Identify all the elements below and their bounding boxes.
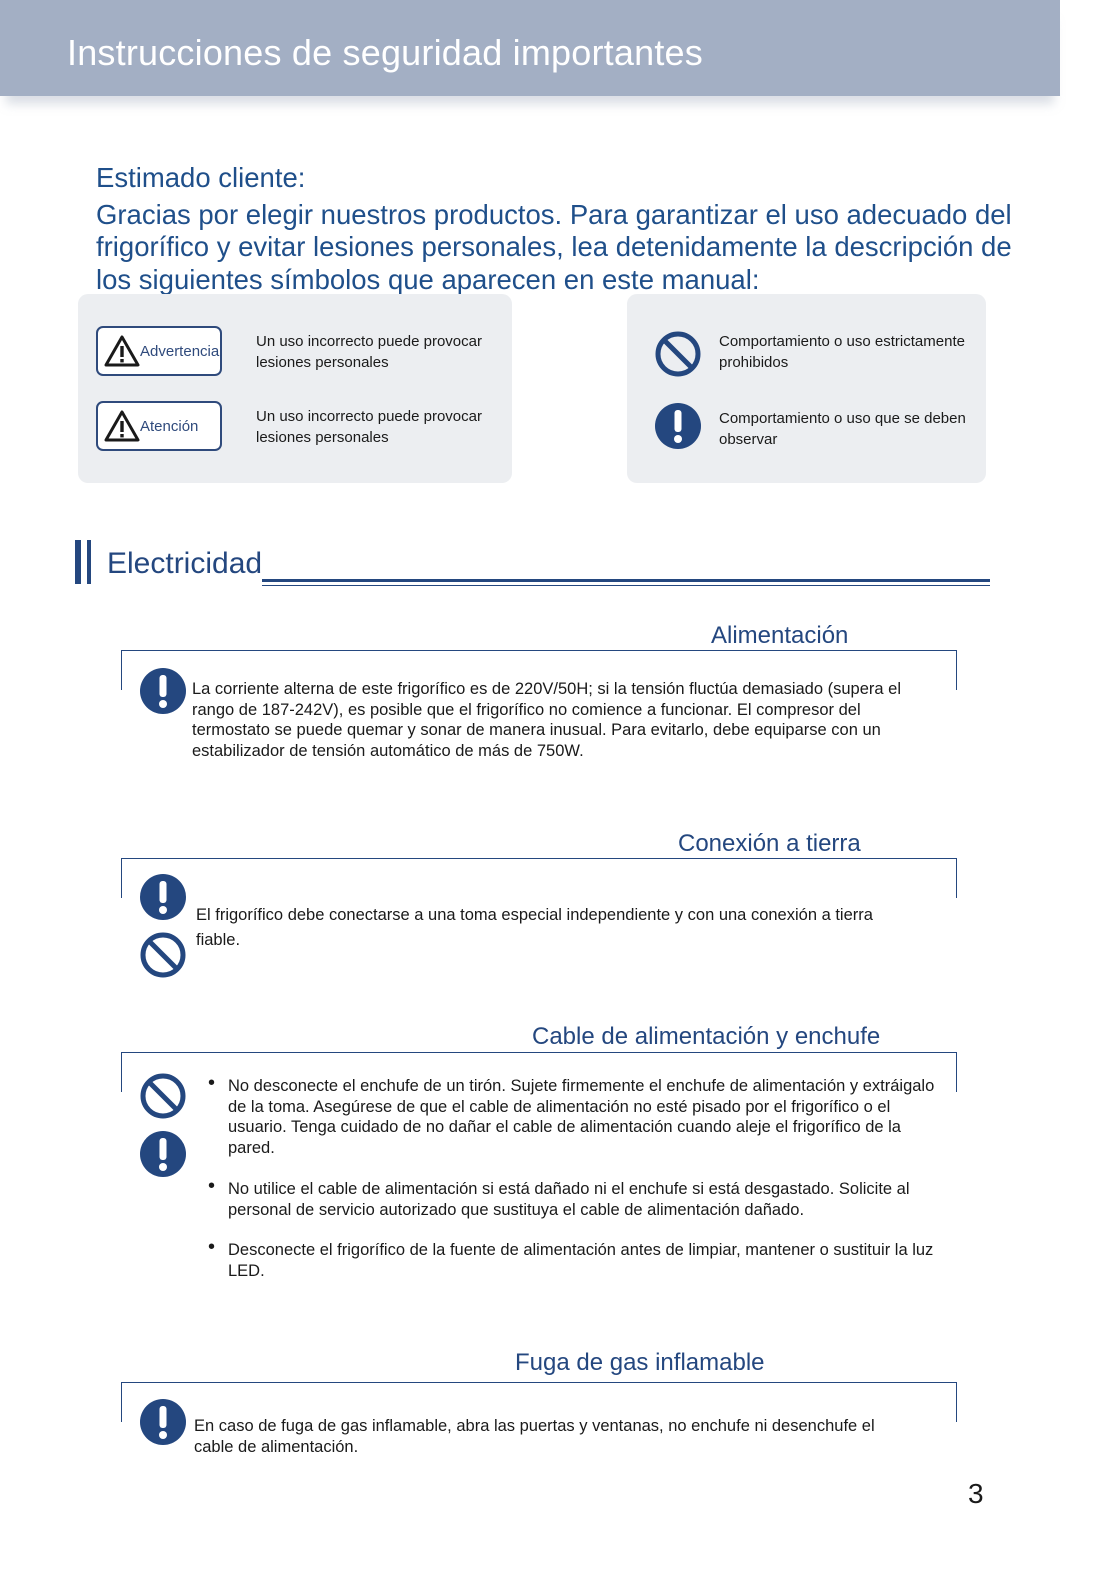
page-number: 3 [968,1478,984,1509]
page-header [0,0,1060,96]
prohibited-icon [139,1072,187,1120]
badge-label: Atención [140,417,199,435]
section-marker [87,540,91,584]
badge-advertencia [96,326,222,376]
list-item-text: No desconecte el enchufe de un tirón. Sujete firmemente el enchufe de alimentación y extráigalo de la toma. Asegúrese de que el cable de alimentación no esté pisado por el frigorífico o el usuario. Tenga cuidado de no dañar el cable de alimentación cuando aleje el frigorífico de la pared. [228,1077,935,1158]
legend-text: Un uso incorrecto puede provocar lesiones personales [256,333,482,371]
badge-atencion [96,401,222,451]
header-title: Instrucciones de seguridad importantes [67,32,703,73]
mandatory-icon [654,402,702,450]
section-rule [262,579,990,582]
subsection-title: Fuga de gas inflamable [507,1349,773,1377]
subsection-text: La corriente alterna de este frigorífico es de 220V/50H; si la tensión fluctúa demasiado (supera el rango de 187-242V), es posible que el frigorífico no comience a funcionar. El compresor del termostato se puede quemar y sonar de manera inusual. Para evitarlo, debe equiparse con un estabilizador de tensión automático de más de 750W. [192,680,901,761]
subsection-title: Alimentación [705,622,854,650]
subsection-frame [121,858,957,898]
symbol-legend-right [627,294,986,483]
intro-greeting: Estimado cliente: [96,162,306,193]
subsection-text: En caso de fuga de gas inflamable, abra las puertas y ventanas, no enchufe ni desenchufe el cable de alimentación. [194,1417,875,1456]
list-item [208,1174,940,1220]
intro-body: Gracias por elegir nuestros productos. Para garantizar el uso adecuado del frigorífico y evitar lesiones personales, lea detenidamente la descripción de los siguientes símbolos que aparecen en este manual: [96,198,1012,295]
prohibited-icon [654,330,702,378]
legend-text: Un uso incorrecto puede provocar lesiones personales [256,408,482,446]
symbol-legend-left [78,294,512,483]
legend-text: Comportamiento o uso estrictamente prohibidos [719,333,965,371]
mandatory-icon [139,667,187,715]
bullet-marker: • [208,1236,216,1259]
bullet-marker: • [208,1174,216,1197]
list-item [208,1236,940,1281]
section-rule [262,585,990,586]
prohibited-icon [139,931,187,979]
mandatory-icon [139,1398,187,1446]
badge-label: Advertencia [140,342,220,360]
section-title: Electricidad [107,547,263,580]
list-item-text: Desconecte el frigorífico de la fuente de alimentación antes de limpiar, mantener o sustituir la luz LED. [228,1241,934,1280]
list-item-text: No utilice el cable de alimentación si está dañado ni el enchufe si está desgastado. Solicite al personal de servicio autorizado que sustituya el cable de alimentación dañado. [228,1179,910,1219]
subsection-title: Conexión a tierra [672,830,867,858]
bullet-list [208,1072,940,1302]
warning-triangle-icon [104,409,140,443]
warning-triangle-icon [104,334,140,368]
legend-text: Comportamiento o uso que se deben observar [719,410,966,448]
intro [96,162,1046,296]
section-marker [75,540,81,584]
bullet-marker: • [208,1072,216,1094]
list-item [208,1072,940,1159]
subsection-text: El frigorífico debe conectarse a una toma especial independiente y con una conexión a tierra fiable. [196,906,873,949]
mandatory-icon [139,873,187,921]
subsection-title: Cable de alimentación y enchufe [526,1023,886,1051]
mandatory-icon [139,1130,187,1178]
